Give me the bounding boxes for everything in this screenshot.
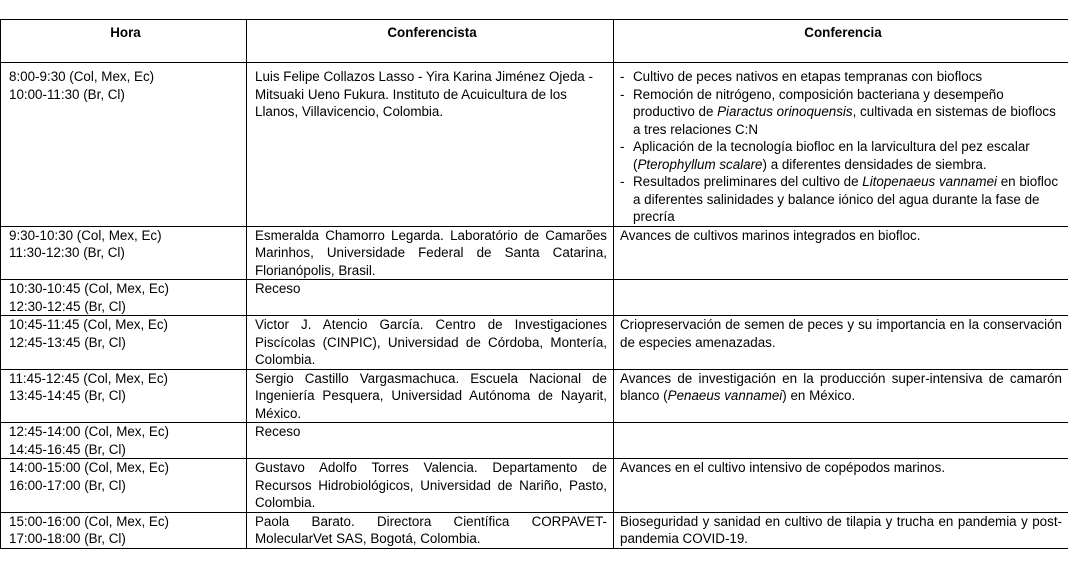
time-cell: [1, 63, 247, 227]
talk-cell: Avances de cultivos marinos integrados en biofloc.: [614, 226, 1068, 280]
speaker-cell: Esmeralda Chamorro Legarda. Laboratório de Camarões Marinhos, Universidade Federal de Santa Catarina, Florianópolis, Brasil.: [247, 226, 614, 280]
table-row: [1, 226, 1068, 280]
talk-cell: Avances de investigación en la producción super-intensiva de camarón blanco (Penaeus vannamei) en México.: [614, 369, 1068, 423]
time-cell: [1, 512, 247, 548]
time-cell: [1, 423, 247, 459]
time-cell: [1, 459, 247, 513]
table-row: [1, 316, 1068, 370]
time-br-cl: 12:45-13:45 (Br, Cl): [9, 334, 126, 350]
table-row: [1, 459, 1068, 513]
talk-cell: [614, 423, 1068, 459]
table-row: [1, 512, 1068, 548]
time-col-mex-ec: 8:00-9:30 (Col, Mex, Ec): [9, 69, 155, 84]
time-br-cl: 13:45-14:45 (Br, Cl): [9, 388, 126, 403]
time-col-mex-ec: 10:30-10:45 (Col, Mex, Ec): [9, 281, 170, 296]
time-br-cl: 17:00-18:00 (Br, Cl): [9, 531, 126, 546]
speaker-cell: Gustavo Adolfo Torres Valencia. Departamento de Recursos Hidrobiológicos, Universidad de Nariño, Pasto, Colombia.: [247, 459, 614, 513]
time-br-cl: 11:30-12:30 (Br, Cl): [9, 245, 125, 260]
speaker-cell: Receso: [247, 280, 614, 316]
time-br-cl: 12:30-12:45 (Br, Cl): [9, 298, 126, 314]
speaker-cell: Victor J. Atencio García. Centro de Investigaciones Piscícolas (CINPIC), Universidad de Córdoba, Montería, Colombia.: [247, 316, 614, 370]
time-cell: [1, 280, 247, 316]
table-row: [1, 423, 1068, 459]
talk-cell: [614, 63, 1068, 227]
speaker-cell: Sergio Castillo Vargasmachuca. Escuela Nacional de Ingeniería Pesquera, Universidad Autónoma de Nayarit, México.: [247, 369, 614, 423]
talk-item: - Cultivo de peces nativos en etapas tempranas con bioflocs: [620, 68, 1062, 86]
table-row: [1, 369, 1068, 423]
header-row: [1, 20, 1068, 63]
header-hora: Hora: [1, 20, 247, 63]
talk-item: - Aplicación de la tecnología biofloc en la larvicultura del pez escalar (Pterophyllum scalare) a diferentes densidades de siembra.: [620, 138, 1062, 173]
talk-cell: Criopreservación de semen de peces y su importancia en la conservación de especies amenazadas.: [614, 316, 1068, 370]
table-row: [1, 63, 1068, 227]
time-col-mex-ec: 9:30-10:30 (Col, Mex, Ec): [9, 227, 162, 243]
time-cell: [1, 369, 247, 423]
talk-cell: Avances en el cultivo intensivo de copépodos marinos.: [614, 459, 1068, 513]
time-cell: [1, 226, 247, 280]
time-br-cl: 16:00-17:00 (Br, Cl): [9, 477, 126, 493]
speaker-cell: Paola Barato. Directora Científica CORPAVET-MolecularVet SAS, Bogotá, Colombia.: [247, 512, 614, 548]
time-cell: [1, 316, 247, 370]
speaker-cell: Receso: [247, 423, 614, 459]
speaker-cell: Luis Felipe Collazos Lasso - Yira Karina Jiménez Ojeda - Mitsuaki Ueno Fukura. Instituto de Acuicultura de los Llanos, Villavicencio, Colombia.: [247, 63, 614, 227]
time-col-mex-ec: 12:45-14:00 (Col, Mex, Ec): [9, 424, 170, 439]
talk-list: [620, 68, 1062, 226]
talk-item: - Resultados preliminares del cultivo de Litopenaeus vannamei en biofloc a diferentes salinidades y balance iónico del agua durante la fase de precría: [620, 173, 1062, 226]
time-br-cl: 10:00-11:30 (Br, Cl): [9, 86, 125, 102]
header-conferencia: Conferencia: [614, 20, 1068, 63]
time-col-mex-ec: 11:45-12:45 (Col, Mex, Ec): [9, 370, 169, 386]
table-row: [1, 280, 1068, 316]
talk-item: - Remoción de nitrógeno, composición bacteriana y desempeño productivo de Piaractus orinoquensis, cultivada en sistemas de bioflocs a tres relaciones C:N: [620, 86, 1062, 139]
schedule-table: [0, 19, 1068, 549]
talk-cell: [614, 280, 1068, 316]
header-conferencista: Conferencista: [247, 20, 614, 63]
time-col-mex-ec: 15:00-16:00 (Col, Mex, Ec): [9, 513, 170, 529]
talk-cell: Bioseguridad y sanidad en cultivo de tilapia y trucha en pandemia y post-pandemia COVID-19.: [614, 512, 1068, 548]
time-br-cl: 14:45-16:45 (Br, Cl): [9, 441, 126, 457]
time-col-mex-ec: 10:45-11:45 (Col, Mex, Ec): [9, 317, 169, 332]
time-col-mex-ec: 14:00-15:00 (Col, Mex, Ec): [9, 460, 170, 475]
